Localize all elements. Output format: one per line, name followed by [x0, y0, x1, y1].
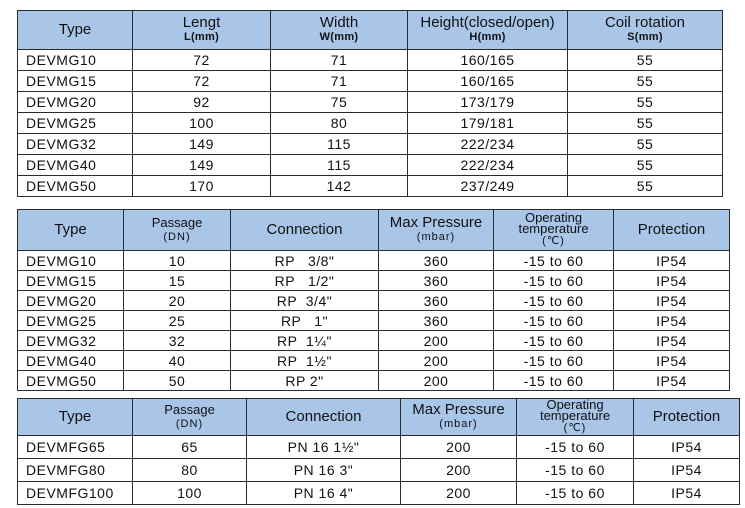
- flanged-specifications-table: [17, 398, 740, 505]
- table-row: DEVMG50 170 142 237/249 55: [18, 176, 723, 197]
- header-operating-temperature: Operating temperature (℃): [494, 210, 614, 251]
- table-row: DEVMG15 72 71 160/165 55: [18, 71, 723, 92]
- header-connection: Connection: [247, 399, 401, 436]
- header-protection: Protection: [634, 399, 740, 436]
- table-row: DEVMG40 40 RP 1½" 200 -15 to 60 IP54: [18, 351, 730, 371]
- table-row: DEVMG25 25 RP 1" 360 -15 to 60 IP54: [18, 311, 730, 331]
- header-length: Lengt L(mm): [133, 11, 271, 50]
- header-protection: Protection: [614, 210, 730, 251]
- header-row: [18, 399, 740, 436]
- header-type: Type: [18, 11, 133, 50]
- header-passage: Passage (DN): [124, 210, 231, 251]
- table-row: DEVMG25 100 80 179/181 55: [18, 113, 723, 134]
- table-row: DEVMG10 72 71 160/165 55: [18, 50, 723, 71]
- header-operating-temperature: Operating temperature (℃): [517, 399, 634, 436]
- header-connection: Connection: [231, 210, 379, 251]
- table-row: DEVMG40 149 115 222/234 55: [18, 155, 723, 176]
- table-row: DEVMFG100 100 PN 16 4" 200 -15 to 60 IP54: [18, 482, 740, 505]
- table-row: DEVMFG80 80 PN 16 3" 200 -15 to 60 IP54: [18, 459, 740, 482]
- header-type: Type: [18, 210, 124, 251]
- header-row: [18, 11, 723, 50]
- header-height: Height(closed/open) H(mm): [408, 11, 568, 50]
- table-row: DEVMG32 32 RP 1¼" 200 -15 to 60 IP54: [18, 331, 730, 351]
- header-coil-rotation: Coil rotation S(mm): [568, 11, 723, 50]
- header-row: [18, 210, 730, 251]
- header-passage: Passage (DN): [133, 399, 247, 436]
- header-max-pressure: Max Pressure (mbar): [379, 210, 494, 251]
- table-row: DEVMG50 50 RP 2" 200 -15 to 60 IP54: [18, 371, 730, 391]
- table-row: DEVMG20 92 75 173/179 55: [18, 92, 723, 113]
- table-row: DEVMG20 20 RP 3/4" 360 -15 to 60 IP54: [18, 291, 730, 311]
- table-row: DEVMG32 149 115 222/234 55: [18, 134, 723, 155]
- header-max-pressure: Max Pressure (mbar): [401, 399, 517, 436]
- dimensions-table: [17, 10, 723, 197]
- header-type: Type: [18, 399, 133, 436]
- table-row: DEVMFG65 65 PN 16 1½" 200 -15 to 60 IP54: [18, 436, 740, 459]
- specifications-table: [17, 209, 730, 391]
- header-width: Width W(mm): [271, 11, 408, 50]
- table-row: DEVMG15 15 RP 1/2" 360 -15 to 60 IP54: [18, 271, 730, 291]
- table-row: DEVMG10 10 RP 3/8" 360 -15 to 60 IP54: [18, 251, 730, 271]
